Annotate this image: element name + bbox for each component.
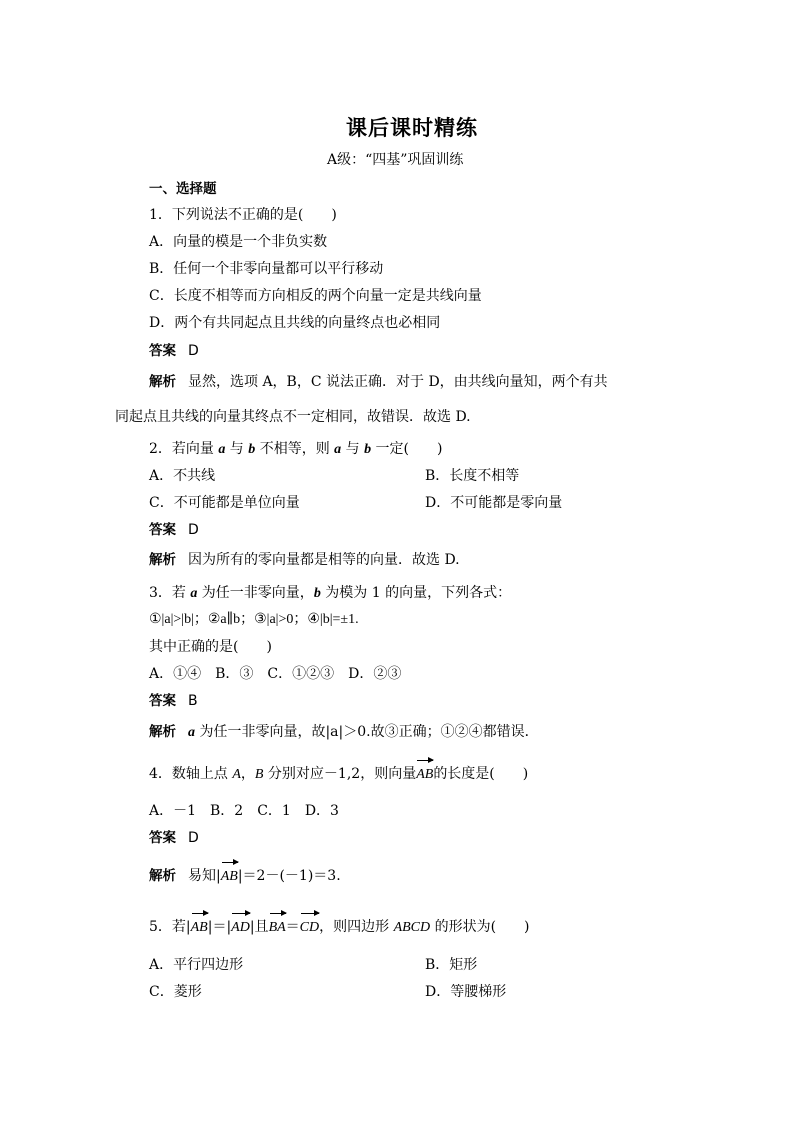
q4-options: A．－1 B．2 C．1 D．3 (149, 803, 339, 819)
q3-stem-2: 其中正确的是( ) (149, 639, 272, 655)
q1-stem: 1．下列说法不正确的是( ) (149, 207, 337, 223)
q1-analysis-cont: 同起点且共线的向量其终点不一定相同，故错误．故选 D. (115, 409, 471, 425)
answer-value: B (188, 693, 198, 709)
q5-stem-part: ，则四边形 (319, 919, 394, 935)
q2-stem-part: 2．若向量 (149, 441, 219, 457)
answer-label: 答案 (149, 343, 176, 359)
q2-option-a: A．不共线 (149, 468, 216, 484)
page-title: 课后课时精练 (346, 115, 478, 140)
q5-stem-part: 的形状为( ) (430, 919, 530, 935)
q3-analysis (149, 723, 539, 742)
vector-ab: AB (220, 869, 238, 884)
point-b: B (254, 767, 264, 782)
answer-value: D (188, 522, 199, 538)
vector-ba: BA (268, 920, 286, 935)
q1-analysis (149, 373, 608, 391)
q2-stem-part: 与 (225, 441, 249, 457)
analysis-text: 为任一非零向量，故|a|＞0.故③正确；①②④都错误． (195, 724, 539, 740)
analysis-label: 解析 (149, 868, 176, 884)
q4-stem-part: 的长度是( ) (433, 766, 529, 782)
q5-option-b: B．矩形 (425, 957, 478, 973)
q2-option-c: C．不可能都是单位向量 (149, 495, 300, 511)
q1-option-d: D．两个有共同起点且共线的向量终点也必相同 (149, 315, 441, 331)
q5-stem-part: |＝| (207, 919, 232, 935)
q5-option-d: D．等腰梯形 (425, 984, 507, 1000)
q1-option-c: C．长度不相等而方向相反的两个向量一定是共线向量 (149, 288, 482, 304)
quadrilateral-name: ABCD (393, 920, 431, 935)
q3-answer (149, 692, 198, 710)
q3-stem (149, 584, 511, 603)
q5-option-c: C．菱形 (149, 984, 202, 1000)
analysis-label: 解析 (149, 374, 176, 390)
vector-a: a (190, 586, 198, 601)
vector-ab: AB (416, 767, 434, 782)
vector-b: b (364, 442, 372, 457)
q3-stem-part: 3．若 (149, 585, 191, 601)
q1-answer (149, 342, 199, 360)
q4-stem-part: 4．数轴上点 (149, 766, 233, 782)
q3-formulas: ①|a|>|b|；②a∥b；③|a|>0；④|b|=±1. (149, 612, 359, 627)
vector-b: b (248, 442, 256, 457)
q5-stem-part: |且 (249, 919, 269, 935)
vector-ad: AD (231, 920, 250, 935)
answer-value: D (188, 830, 199, 846)
page-subtitle: A级：“四基”巩固训练 (327, 152, 464, 168)
analysis-label: 解析 (149, 724, 176, 740)
q3-stem-part: 为任一非零向量， (197, 585, 314, 601)
q2-answer (149, 521, 199, 539)
answer-label: 答案 (149, 830, 176, 846)
analysis-text: 因为所有的零向量都是相等的向量．故选 D. (188, 552, 460, 568)
analysis-text: 显然，选项 A，B，C 说法正确．对于 D，由共线向量知，两个有共 (188, 374, 608, 390)
vector-a: a (218, 442, 226, 457)
point-a: A (232, 767, 241, 782)
q4-stem (149, 765, 528, 784)
q2-stem-part: 与 (341, 441, 365, 457)
section-heading: 一、选择题 (149, 181, 217, 197)
q4-answer (149, 829, 199, 847)
q2-stem (149, 440, 442, 459)
answer-value: D (188, 343, 199, 359)
analysis-text: 易知| (188, 868, 221, 884)
q3-stem-part: 为模为 1 的向量，下列各式： (320, 585, 512, 601)
answer-label: 答案 (149, 522, 176, 538)
vector-a: a (188, 725, 195, 740)
q4-analysis (149, 867, 341, 886)
q2-option-d: D．不可能都是零向量 (425, 495, 563, 511)
q1-option-b: B．任何一个非零向量都可以平行移动 (149, 261, 384, 277)
q5-stem (149, 918, 530, 937)
analysis-label: 解析 (149, 552, 176, 568)
q4-stem-part: 分别对应－1,2，则向量 (263, 766, 417, 782)
vector-ab: AB (190, 920, 208, 935)
q5-option-a: A．平行四边形 (149, 957, 244, 973)
q2-stem-part: 不相等，则 (255, 441, 335, 457)
q2-analysis (149, 551, 460, 569)
vector-b: b (313, 586, 321, 601)
answer-label: 答案 (149, 693, 176, 709)
q5-stem-part: 5．若| (149, 919, 191, 935)
analysis-text: |＝2－(－1)＝3. (237, 868, 341, 884)
vector-cd: CD (299, 920, 320, 935)
q1-option-a: A．向量的模是一个非负实数 (149, 234, 328, 250)
q2-stem-part: 一定( ) (371, 441, 443, 457)
q5-stem-part: ＝ (285, 919, 300, 935)
q2-option-b: B．长度不相等 (425, 468, 520, 484)
vector-a: a (334, 442, 342, 457)
q3-options: A．①④ B．③ C．①②③ D．②③ (149, 666, 402, 682)
q4-stem-part: ， (240, 766, 255, 782)
